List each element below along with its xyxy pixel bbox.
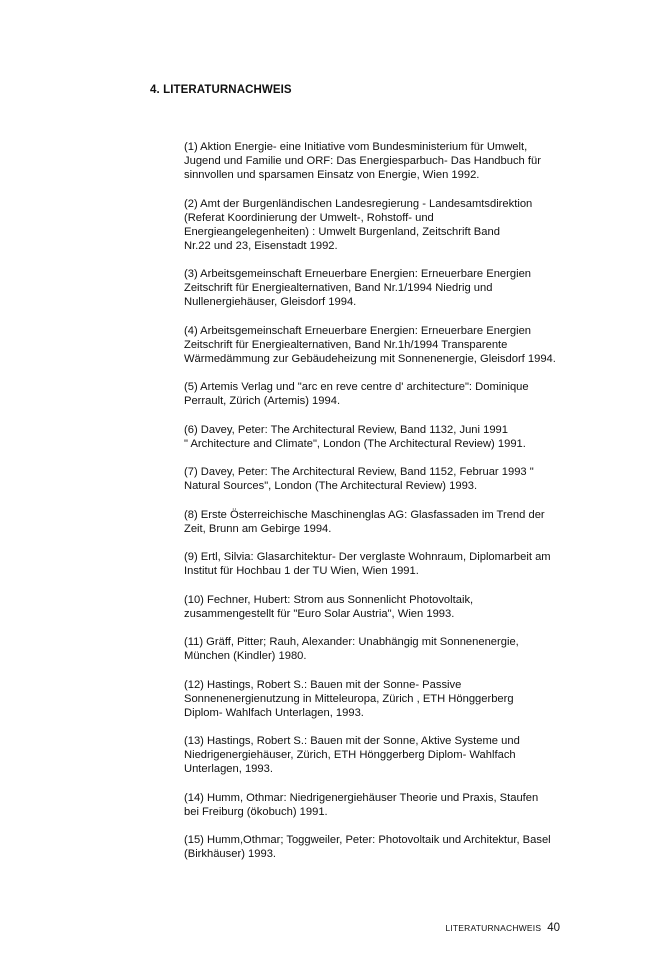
reference-entry: (8) Erste Österreichische Maschinenglas AG: Glasfassaden im Trend der Zeit, Brunn am Gebirge 1994. <box>184 508 545 535</box>
reference-entry: (3) Arbeitsgemeinschaft Erneuerbare Energien: Erneuerbare Energien Zeitschrift für Energiealternativen, Band Nr.1/1994 Niedrig und Nullenergiehäuser, Gleisdorf 1994. <box>184 268 532 308</box>
reference-entry: (9) Ertl, Silvia: Glasarchitektur- Der verglaste Wohnraum, Diplomarbeit am Institut für Hochbau 1 der TU Wien, Wien 1991. <box>184 551 551 577</box>
reference-entry: (15) Humm,Othmar; Toggweiler, Peter: Photovoltaik und Architektur, Basel (Birkhäuser) 1993. <box>184 834 551 860</box>
reference-entry: (6) Davey, Peter: The Architectural Review, Band 1132, Juni 1991 " Architecture and Climate", London (The Architectural Review) 1991. <box>184 423 526 450</box>
reference-list <box>184 140 574 876</box>
reference-entry: (12) Hastings, Robert S.: Bauen mit der Sonne- Passive Sonnenenergienutzung in Mitteleuropa, Zürich , ETH Hönggerberg Diplom- Wahlfach Unterlagen, 1993. <box>184 678 514 719</box>
reference-entry: (1) Aktion Energie- eine Initiative vom Bundesministerium für Umwelt, Jugend und Familie und ORF: Das Energiesparbuch- Das Handbuch für sinnvollen und sparsamen Einsatz von Energie, Wien 1992. <box>184 141 541 181</box>
reference-entry: (7) Davey, Peter: The Architectural Review, Band 1152, Februar 1993 " Natural Sources", London (The Architectural Review) 1993. <box>184 466 534 492</box>
page-footer <box>445 922 560 934</box>
section-heading: 4. LITERATURNACHWEIS <box>150 84 292 96</box>
reference-entry: (10) Fechner, Hubert: Strom aus Sonnenlicht Photovoltaik, zusammengestellt für "Euro Solar Austria", Wien 1993. <box>184 593 474 620</box>
reference-entry: (13) Hastings, Robert S.: Bauen mit der Sonne, Aktive Systeme und Niedrigenergiehäuser, Zürich, ETH Hönggerberg Diplom- Wahlfach Unterlagen, 1993. <box>184 735 520 775</box>
reference-entry: (2) Amt der Burgenländischen Landesregierung - Landesamtsdirektion (Referat Koordinierung der Umwelt-, Rohstoff- und Energieangelegenheiten) : Umwelt Burgenland, Zeitschrift Band Nr.22 und 23, Eisenstadt 1992. <box>184 197 533 252</box>
reference-entry: (11) Gräff, Pitter; Rauh, Alexander: Unabhängig mit Sonnenenergie, München (Kindler) 1980. <box>184 636 519 662</box>
reference-entry: (4) Arbeitsgemeinschaft Erneuerbare Energien: Erneuerbare Energien Zeitschrift für Energiealternativen, Band Nr.1h/1994 Transparente Wärmedämmung zur Gebäudeheizung mit Sonnenenergie, Gleisdorf 1994. <box>184 324 556 365</box>
reference-entry: (14) Humm, Othmar: Niedrigenergiehäuser Theorie und Praxis, Staufen bei Freiburg (ökobuch) 1991. <box>184 791 539 818</box>
reference-entry: (5) Artemis Verlag und "arc en reve centre d' architecture": Dominique Perrault, Zürich (Artemis) 1994. <box>184 381 529 407</box>
footer-section-label: LITERATURNACHWEIS <box>445 923 542 933</box>
page-number: 40 <box>547 922 560 934</box>
